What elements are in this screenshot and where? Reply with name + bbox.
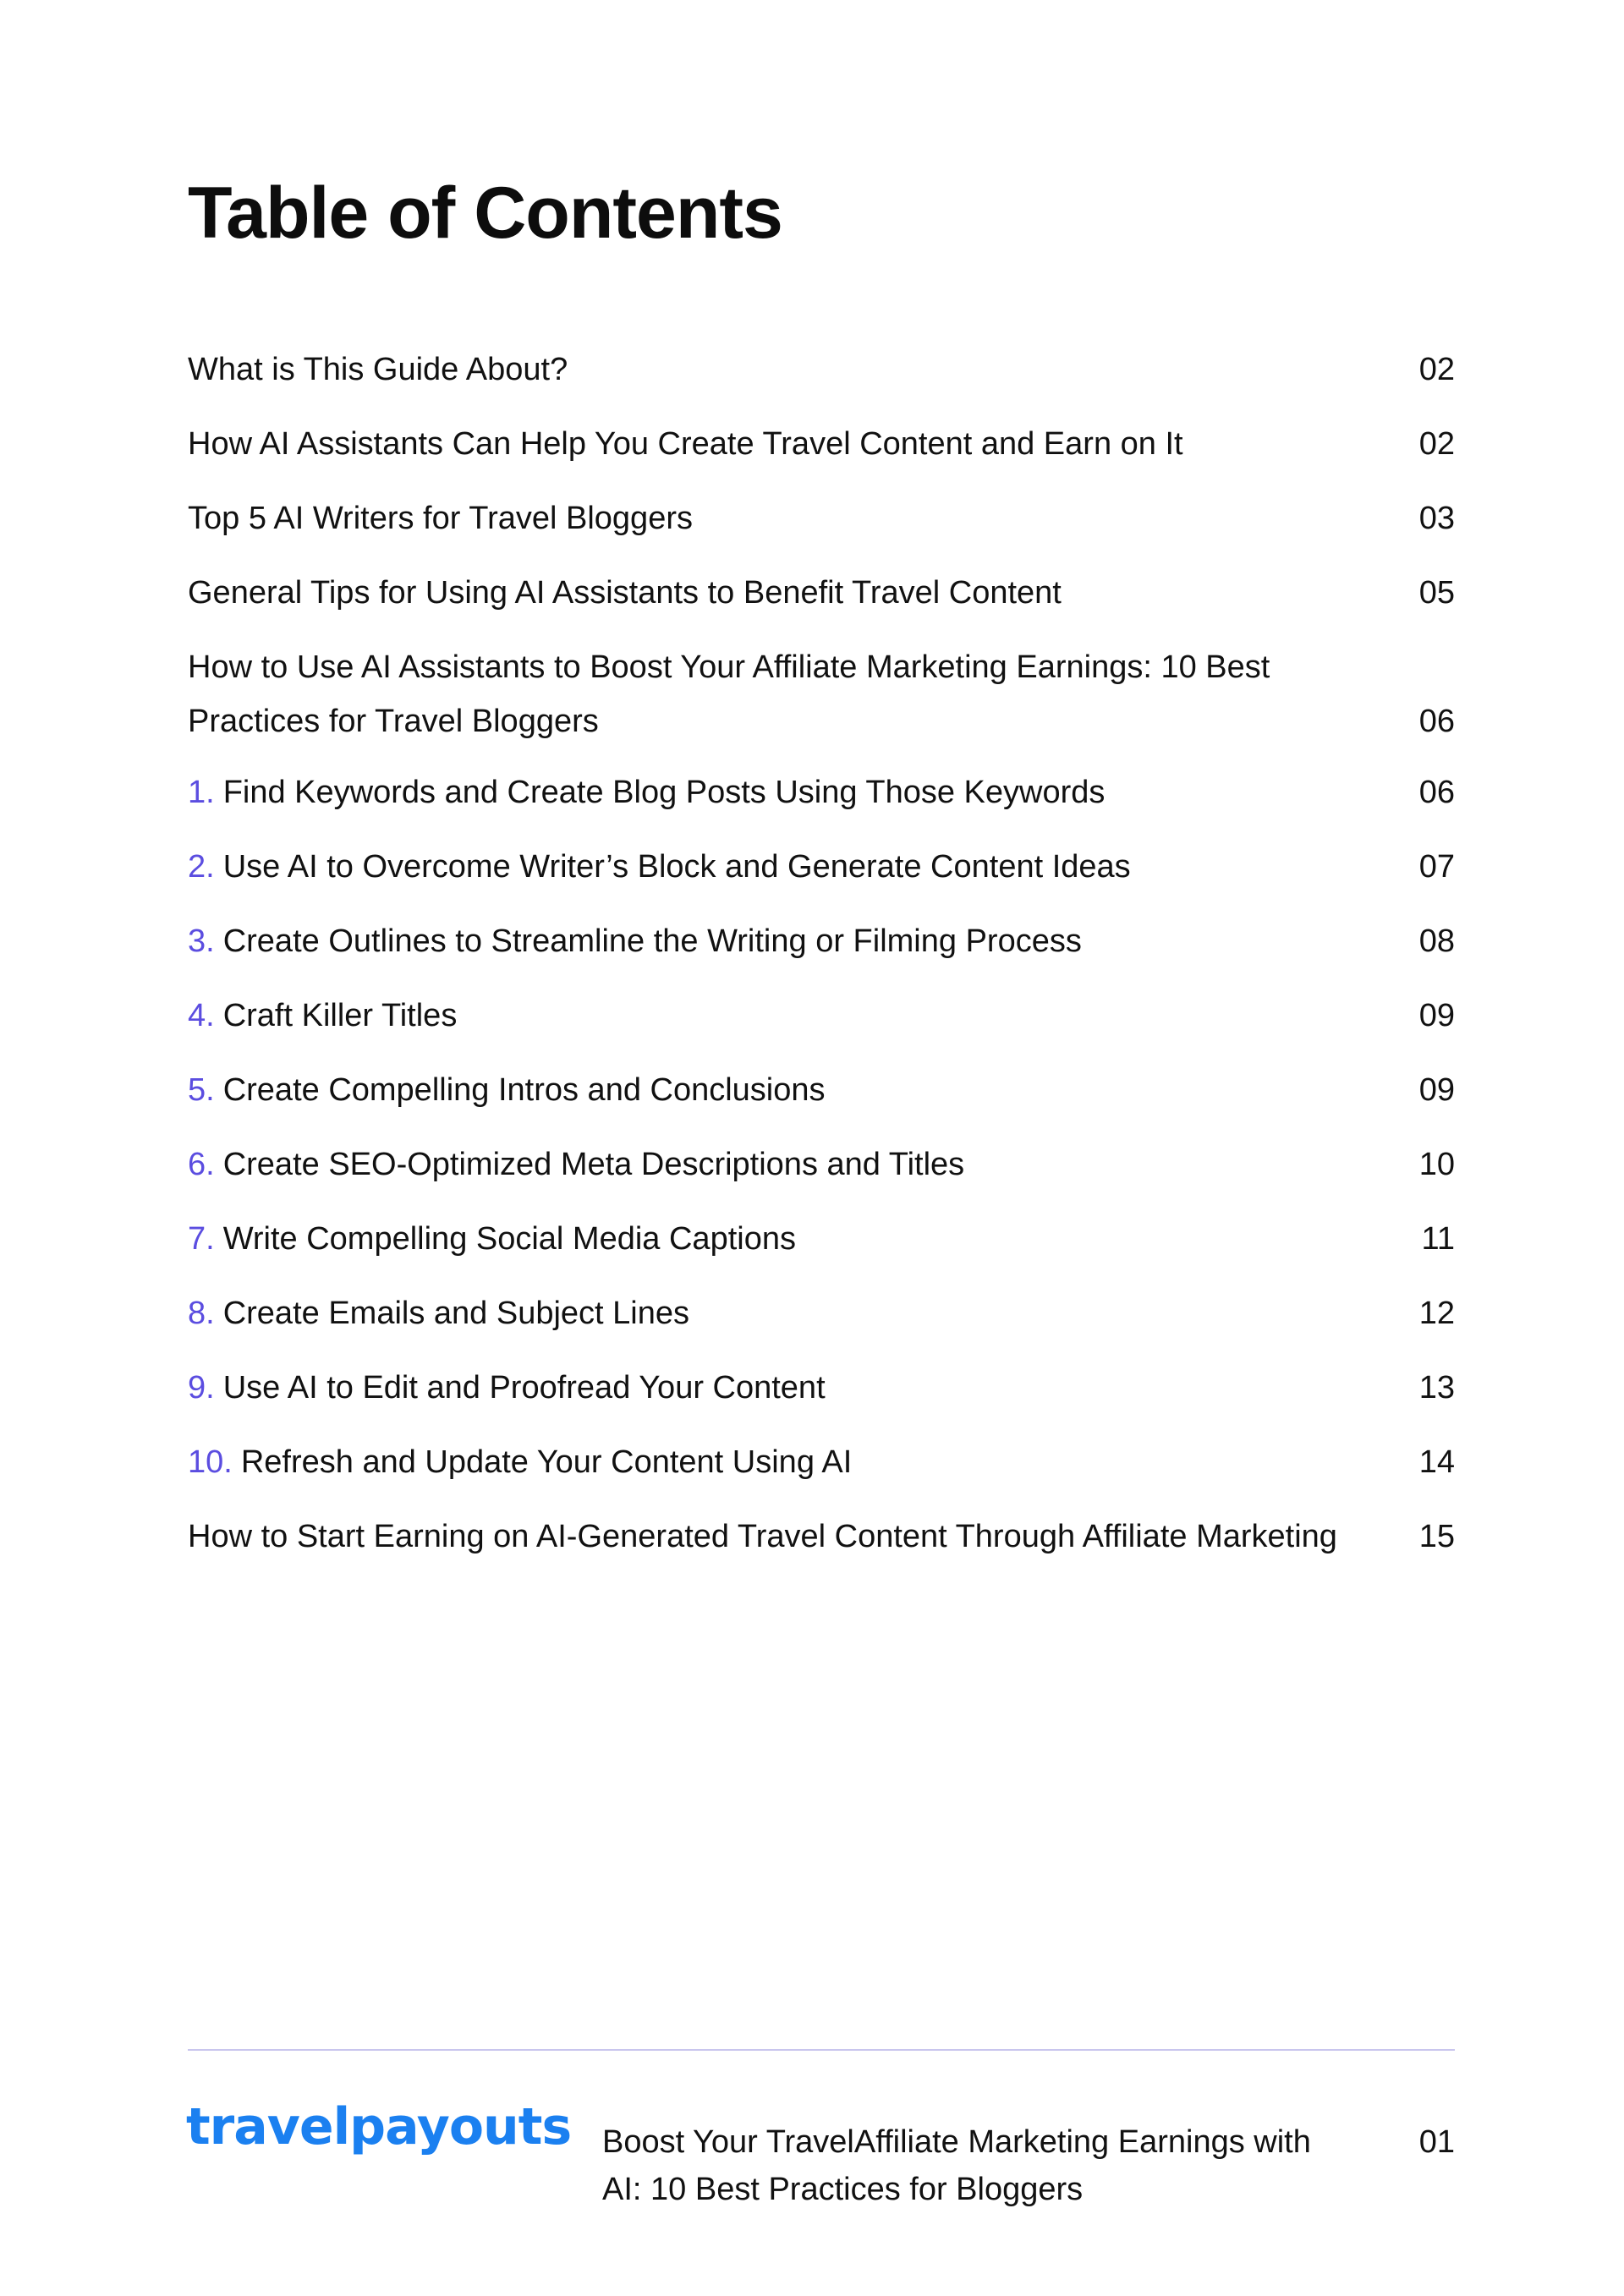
toc-entry-label: Top 5 AI Writers for Travel Bloggers [188,501,693,536]
toc-entry-title [188,1286,689,1340]
toc-entry-title [188,914,1082,968]
toc-entry-label: Create Emails and Subject Lines [222,1296,689,1331]
toc-entry-page: 13 [1418,1370,1455,1406]
table-of-contents [188,342,1455,1581]
toc-entry-label: Write Compelling Social Media Captions [222,1221,796,1257]
toc-entry[interactable] [188,1510,1455,1564]
toc-entry-number: 4. [188,998,215,1033]
toc-entry-number: 5. [188,1072,215,1108]
toc-subentry[interactable] [188,1286,1455,1340]
toc-subentry[interactable] [188,989,1455,1043]
toc-entry-label: Find Keywords and Create Blog Posts Using Those Keywords [222,775,1106,810]
toc-entry-label: Refresh and Update Your Content Using AI [240,1444,853,1480]
toc-subentry[interactable] [188,1137,1455,1192]
toc-entry-label: Create SEO-Optimized Meta Descriptions and Titles [222,1147,965,1182]
toc-entry-title [188,1361,826,1415]
footer-publication-title: Boost Your TravelAffiliate Marketing Earnings with AI: 10 Best Practices for Bloggers [602,2124,1311,2207]
toc-entry-title [188,765,1105,819]
toc-entry-page: 02 [1418,426,1455,462]
toc-entry-label: How AI Assistants Can Help You Create Travel Content and Earn on It [188,426,1183,462]
toc-entry-page: 14 [1418,1444,1455,1480]
toc-entry[interactable] [188,417,1455,471]
toc-entry-page: 11 [1421,1221,1455,1257]
toc-entry-page: 02 [1418,352,1455,387]
toc-entry-title [188,1435,852,1489]
toc-entry-page: 05 [1418,575,1455,611]
toc-entry-number: 2. [188,849,215,885]
toc-entry-number: 7. [188,1221,215,1257]
toc-entry-title [188,566,1062,620]
toc-entry-page: 15 [1418,1519,1455,1554]
toc-entry-label: Craft Killer Titles [222,998,458,1033]
toc-entry-page: 12 [1418,1296,1455,1331]
toc-subentry[interactable] [188,914,1455,968]
toc-entry-page: 09 [1418,998,1455,1033]
toc-entry-number: 6. [188,1147,215,1182]
toc-entry-label: How to Use AI Assistants to Boost Your Affiliate Marketing Earnings: 10 Best Practices for Travel Bloggers [188,649,1270,739]
toc-entry-page: 03 [1418,501,1455,536]
toc-subentry[interactable] [188,1212,1455,1266]
toc-entry[interactable] [188,640,1455,748]
toc-subentry[interactable] [188,1063,1455,1117]
toc-entry-page: 07 [1418,849,1455,885]
toc-entry-page: 09 [1418,1072,1455,1108]
toc-entry-number: 10. [188,1444,233,1480]
toc-entry-page: 08 [1418,923,1455,959]
toc-entry-label: General Tips for Using AI Assistants to Benefit Travel Content [188,575,1062,611]
toc-entry-label: Use AI to Overcome Writer’s Block and Generate Content Ideas [222,849,1131,885]
toc-entry-title [188,640,1387,748]
toc-entry-title [188,989,457,1043]
toc-subentry[interactable] [188,765,1455,819]
toc-entry[interactable] [188,566,1455,620]
toc-entry-title [188,1212,796,1266]
toc-entry-title [188,1063,826,1117]
page-title: Table of Contents [188,173,782,254]
toc-entry-title [188,1510,1337,1564]
footer-divider [188,2049,1455,2051]
toc-entry-title [188,491,693,545]
toc-entry-number: 1. [188,775,215,810]
toc-entry-label: How to Start Earning on AI-Generated Travel Content Through Affiliate Marketing [188,1519,1337,1554]
toc-entry-title [188,342,568,397]
toc-entry-number: 9. [188,1370,215,1406]
toc-entry[interactable] [188,491,1455,545]
toc-subentry[interactable] [188,840,1455,894]
toc-subentry[interactable] [188,1435,1455,1489]
toc-entry-number: 3. [188,923,215,959]
toc-entry-title [188,840,1131,894]
toc-entry-page: 06 [1418,704,1455,739]
footer-page-number: 01 [1418,2124,1455,2160]
toc-entry-page: 06 [1418,775,1455,810]
toc-entry-title [188,1137,964,1192]
toc-entry-number: 8. [188,1296,215,1331]
toc-entry-label: What is This Guide About? [188,352,568,387]
toc-subentry[interactable] [188,1361,1455,1415]
toc-entry-label: Create Outlines to Streamline the Writing or Filming Process [222,923,1082,959]
toc-entry[interactable] [188,342,1455,397]
toc-entry-title [188,417,1183,471]
toc-entry-page: 10 [1418,1147,1455,1182]
toc-entry-label: Create Compelling Intros and Conclusions [222,1072,826,1108]
toc-entry-label: Use AI to Edit and Proofread Your Content [222,1370,826,1406]
brand-logo: travelpayouts [186,2097,572,2156]
